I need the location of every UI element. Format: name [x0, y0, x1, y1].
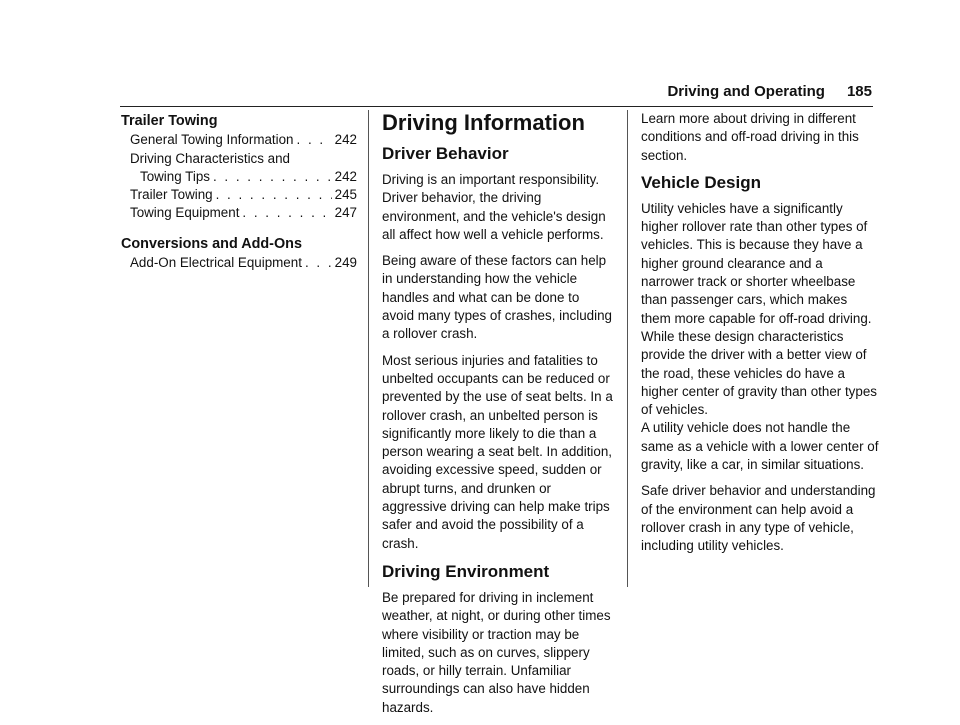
- paragraph: Safe driver behavior and understanding of the environment can help avoid a rollover crash in any type of vehicle, including utility vehicles.: [641, 483, 876, 554]
- toc-leader-dots: [305, 254, 332, 272]
- toc-heading-trailer-towing: Trailer Towing: [121, 113, 218, 129]
- toc-entry-label: Add-On Electrical Equipment: [130, 255, 302, 271]
- paragraph: Being aware of these factors can help in understanding how the vehicle handles and what can be done to avoid many types of crashes, including a rollover crash.: [382, 253, 612, 342]
- toc-leader-dots: [216, 186, 332, 204]
- paragraph: A utility vehicle does not handle the same as a vehicle with a lower center of gravity, like a car, in similar situations.: [641, 420, 879, 473]
- paragraph: Learn more about driving in different conditions and off-road driving in this section.: [641, 111, 859, 163]
- paragraph: Most serious injuries and fatalities to unbelted occupants can be reduced or prevented by the use of seat belts. In a rollover crash, an unbelted person is significantly more likely to die than a person wearing a seat belt. In addition, avoiding excessive speed, sudden or abrupt turns, and drunken or aggressive driving can help make trips safer and avoid the possibility of a crash.: [382, 352, 613, 551]
- paragraph: Driving is an important responsibility. Driver behavior, the driving environment, and the vehicle's design all affect how well a vehicle performs.: [382, 172, 606, 242]
- toc-entry-page: 249: [334, 255, 357, 271]
- toc-leader-dots: [297, 131, 332, 149]
- toc-entry-towing-tips[interactable]: [121, 168, 357, 186]
- header-page-number: 185: [846, 83, 872, 100]
- heading-vehicle-design: Vehicle Design: [641, 172, 761, 192]
- column-divider-2: [627, 110, 628, 587]
- content-column-3: [641, 110, 879, 564]
- toc-entry-label: Towing Equipment: [130, 205, 240, 221]
- toc-entry-page: 242: [334, 168, 357, 184]
- header-section-title: Driving and Operating: [667, 83, 825, 100]
- toc-entry-towing-equipment[interactable]: [121, 204, 357, 222]
- header-rule: [120, 106, 873, 107]
- toc-leader-dots: [242, 204, 331, 222]
- page-header: [667, 83, 872, 100]
- toc-entry-general-towing[interactable]: [121, 131, 357, 149]
- toc-entry-label-line1[interactable]: Driving Characteristics and: [130, 150, 291, 166]
- toc-heading-conversions: Conversions and Add-Ons: [121, 235, 302, 252]
- toc-entry-label: General Towing Information: [130, 132, 294, 148]
- column-divider-1: [368, 110, 369, 587]
- content-column-2: [382, 110, 614, 725]
- toc-leader-dots: [213, 168, 332, 186]
- paragraph: Utility vehicles have a significantly higher rollover rate than other types of vehicles. This is because they have a higher ground clearance and a narrower track or shorter wheelbase than passenger cars, which makes them more capable for off-road driving. While these design characteristics provide the driver with a better view of the road, these vehicles do have a higher center of gravity than other types of vehicles.: [641, 200, 877, 418]
- paragraph: Be prepared for driving in inclement weather, at night, or during other times where visibility or traction may be limited, such as on curves, slippery roads, or hilly terrain. Unfamiliar surroundings can also have hidden hazards.: [382, 589, 611, 715]
- toc-entry-add-on-electrical[interactable]: [121, 254, 357, 272]
- toc-entry-page: 247: [334, 205, 357, 221]
- toc-entry-trailer-towing[interactable]: [121, 186, 357, 204]
- heading-driver-behavior: Driver Behavior: [382, 144, 509, 163]
- toc-entry-page: 245: [334, 187, 357, 203]
- heading-driving-environment: Driving Environment: [382, 561, 550, 581]
- toc-column: [121, 110, 357, 272]
- toc-entry-label: Trailer Towing: [130, 187, 213, 203]
- toc-entry-label: Towing Tips: [140, 168, 210, 184]
- toc-entry-page: 242: [334, 132, 357, 148]
- section-title: Driving Information: [382, 110, 585, 135]
